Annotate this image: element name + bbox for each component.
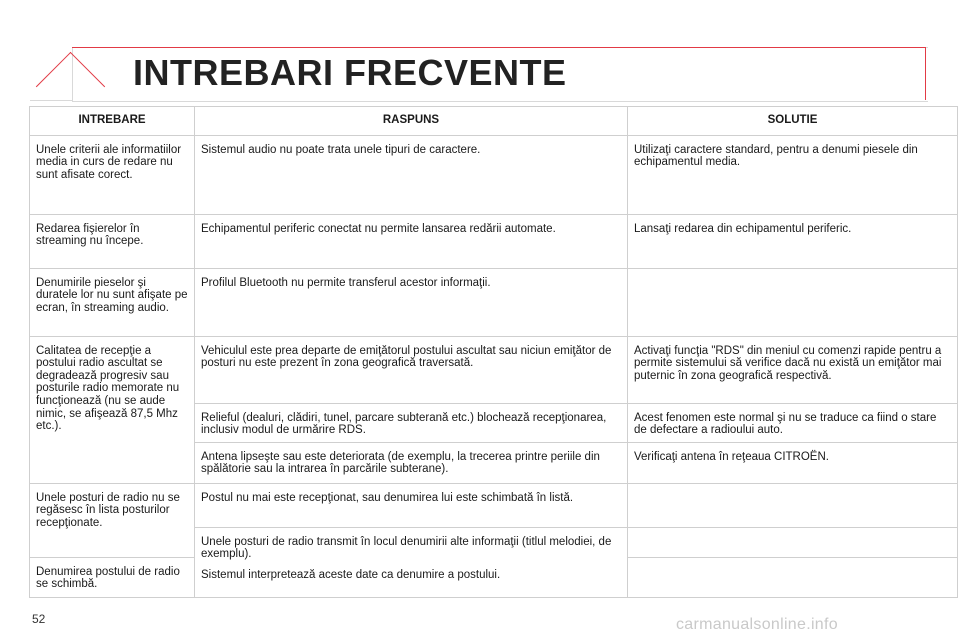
- solution-cell: Utilizaţi caractere standard, pentru a denumi piesele din echipamentul media.: [628, 135, 958, 214]
- question-cell: Denumirea postului de radio se schimbă.: [30, 557, 195, 597]
- table-row: [30, 135, 958, 214]
- header-question: INTREBARE: [30, 107, 195, 136]
- solution-cell: [628, 483, 958, 527]
- solution-cell: Acest fenomen este normal şi nu se traduce ca fiind o stare de defectare a radioului auto.: [628, 403, 958, 442]
- header-accent-edge: [925, 47, 926, 100]
- question-cell: Calitatea de recepţie a postului radio ascultat se degradează progresiv sau posturile radio memorate nu funcţionează (nu se aude nimic, se afişează 87,5 Mhz etc.).: [30, 336, 195, 483]
- solution-cell: [628, 557, 958, 597]
- table-row: [30, 214, 958, 268]
- answer-cell: Sistemul audio nu poate trata unele tipuri de caractere.: [195, 135, 628, 214]
- watermark: carmanualsonline.info: [676, 616, 838, 633]
- solution-cell: Lansaţi redarea din echipamentul periferic.: [628, 214, 958, 268]
- header-answer: RASPUNS: [195, 107, 628, 136]
- header-accent-line: [72, 47, 926, 48]
- table-header-row: [30, 107, 958, 136]
- question-cell: Unele criterii ale informatiilor media in curs de redare nu sunt afisate corect.: [30, 135, 195, 214]
- header-solution: SOLUTIE: [628, 107, 958, 136]
- page-number: 52: [32, 612, 46, 626]
- question-cell: Denumirile pieselor şi duratele lor nu sunt afişate pe ecran, în streaming audio.: [30, 268, 195, 336]
- question-cell: Redarea fişierelor în streaming nu începe.: [30, 214, 195, 268]
- question-cell: Unele posturi de radio nu se regăsesc în lista posturilor recepţionate.: [30, 483, 195, 557]
- answer-cell: Antena lipseşte sau este deteriorata (de exemplu, la trecerea printre periile din spălătorie sau la intrarea în parcările subterane).: [195, 442, 628, 483]
- answer-cell: [195, 527, 628, 597]
- table-row: [30, 268, 958, 336]
- answer-cell: Echipamentul periferic conectat nu permite lansarea redării automate.: [195, 214, 628, 268]
- solution-cell: [628, 527, 958, 557]
- faq-table: [29, 106, 958, 598]
- solution-cell: Activaţi funcţia "RDS" din meniul cu comenzi rapide pentru a permite sistemului să verifice dacă nu există un emiţător mai puternic în zona geografică respectivă.: [628, 336, 958, 403]
- answer-cell: Relieful (dealuri, clădiri, tunel, parcare subterană etc.) blochează recepţionarea, inclusiv modul de urmărire RDS.: [195, 403, 628, 442]
- answer-cell: Profilul Bluetooth nu permite transferul acestor informaţii.: [195, 268, 628, 336]
- answer-paragraph: Unele posturi de radio transmit în locul denumirii alte informaţii (titlul melodiei, de exemplu).: [201, 535, 612, 561]
- solution-cell: [628, 268, 958, 336]
- answer-cell: Postul nu mai este recepţionat, sau denumirea lui este schimbată în listă.: [195, 483, 628, 527]
- table-row: [30, 483, 958, 527]
- page-title: INTREBARI FRECVENTE: [133, 52, 567, 93]
- header-ornament-line: [30, 100, 72, 101]
- table-row: [30, 336, 958, 403]
- answer-cell: Vehiculul este prea departe de emiţătorul postului ascultat sau niciun emiţător de posturi nu este prezent în zona geografică traversată.: [195, 336, 628, 403]
- answer-paragraph: Sistemul interpretează aceste date ca denumire a postului.: [201, 568, 501, 581]
- solution-cell: Verificaţi antena în reţeaua CITROËN.: [628, 442, 958, 483]
